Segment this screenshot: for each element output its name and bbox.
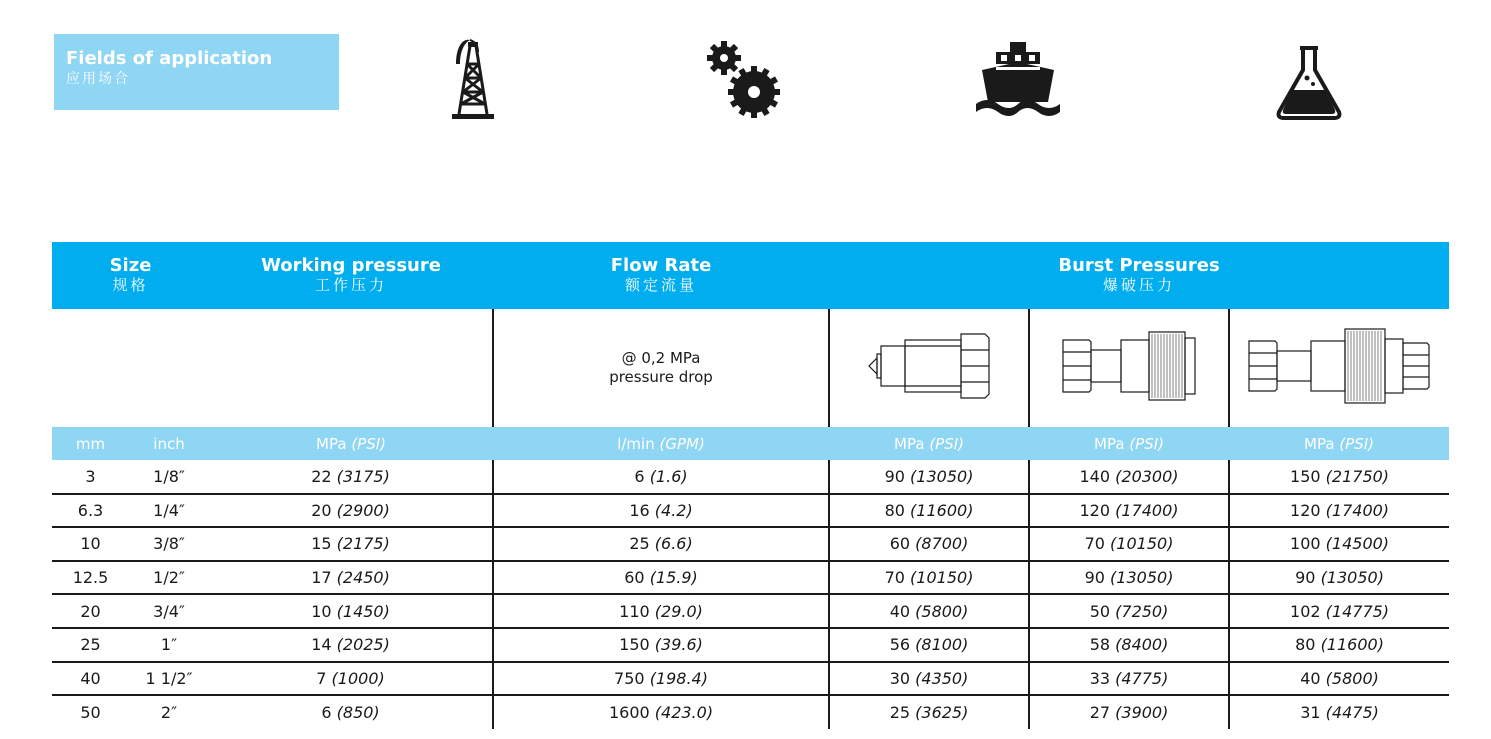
cell-mm-value: 10 — [80, 534, 101, 554]
cell-wp-value: 14 — [311, 635, 332, 655]
cell-inch-value: 3/8″ — [153, 534, 185, 554]
cell-wp-alt: (1450) — [336, 601, 390, 621]
cell-b3-value: 102 — [1290, 601, 1321, 621]
cell-b3-value: 90 — [1295, 568, 1316, 588]
cell-b2-alt: (20300) — [1115, 466, 1179, 486]
unit-burst1-main: MPa — [894, 434, 925, 453]
cell-mm-value: 50 — [80, 702, 101, 722]
header-size-en: Size — [109, 255, 152, 276]
cell-b3-value: 31 — [1300, 702, 1321, 722]
cell-mm — [52, 594, 129, 628]
cell-flow-alt: (1.6) — [649, 466, 688, 486]
cell-mm — [52, 695, 129, 729]
cell-flow — [493, 561, 829, 595]
table-row — [52, 460, 1449, 494]
cell-flow-value: 110 — [619, 601, 650, 621]
cell-b1 — [829, 561, 1029, 595]
cell-b3 — [1229, 494, 1449, 528]
table-row — [52, 662, 1449, 696]
cell-wp-value: 7 — [316, 668, 327, 688]
unit-burst3-alt: (PSI) — [1339, 434, 1375, 453]
cell-wp — [209, 527, 493, 561]
header-size — [52, 242, 209, 309]
cell-b3 — [1229, 527, 1449, 561]
cell-b3-value: 80 — [1295, 635, 1316, 655]
cell-b3 — [1229, 561, 1449, 595]
cell-b2-alt: (7250) — [1115, 601, 1169, 621]
cell-wp-value: 6 — [321, 702, 332, 722]
cell-b3-value: 120 — [1290, 500, 1321, 520]
cell-wp — [209, 594, 493, 628]
cell-wp — [209, 494, 493, 528]
flow-note-line2: pressure drop — [609, 368, 713, 386]
cell-b2-alt: (4775) — [1115, 668, 1169, 688]
cell-b3 — [1229, 662, 1449, 696]
cell-wp-alt: (850) — [336, 702, 380, 722]
table-row — [52, 527, 1449, 561]
cell-wp-value: 17 — [311, 568, 332, 588]
cell-b2-alt: (17400) — [1115, 500, 1179, 520]
cell-wp-alt: (2900) — [336, 500, 390, 520]
cell-b1 — [829, 695, 1029, 729]
cell-b3-value: 40 — [1300, 668, 1321, 688]
cell-wp-value: 10 — [311, 601, 332, 621]
cell-b2-value: 90 — [1084, 568, 1105, 588]
cell-inch-value: 1/4″ — [153, 500, 185, 520]
cell-b2 — [1029, 561, 1229, 595]
cell-b2-value: 140 — [1079, 466, 1111, 486]
unit-burst2 — [1029, 427, 1229, 460]
coupler-set-drawing — [1245, 323, 1435, 409]
cell-b2 — [1029, 594, 1229, 628]
cell-b3-value: 150 — [1290, 466, 1321, 486]
cell-mm-value: 6.3 — [77, 500, 104, 520]
cell-flow — [493, 594, 829, 628]
cell-wp-value: 20 — [311, 500, 332, 520]
cell-inch — [129, 594, 209, 628]
cell-mm — [52, 460, 129, 494]
cell-inch — [129, 494, 209, 528]
unit-working-main: MPa — [316, 434, 347, 453]
flow-note-line1: @ 0,2 MPa — [621, 349, 701, 367]
coupler-set-cell — [1229, 309, 1449, 427]
cell-flow-value: 750 — [614, 668, 645, 688]
cell-b1 — [829, 594, 1029, 628]
cell-wp — [209, 460, 493, 494]
unit-burst3 — [1229, 427, 1449, 460]
table-row — [52, 695, 1449, 729]
cell-flow-alt: (4.2) — [654, 500, 693, 520]
cell-wp-alt: (3175) — [336, 466, 390, 486]
table-row — [52, 628, 1449, 662]
cell-mm-value: 25 — [80, 635, 101, 655]
cell-b1-value: 40 — [889, 601, 911, 621]
cell-wp-value: 22 — [311, 466, 332, 486]
cell-b3-alt: (21750) — [1325, 466, 1390, 486]
header-flow-rate — [493, 242, 829, 309]
unit-burst2-main: MPa — [1094, 434, 1125, 453]
unit-burst3-main: MPa — [1304, 434, 1335, 453]
header-flow-en: Flow Rate — [610, 255, 712, 276]
gears-icon — [706, 40, 786, 120]
cell-b2 — [1029, 494, 1229, 528]
cell-b3 — [1229, 695, 1449, 729]
cell-inch — [129, 460, 209, 494]
cell-b1-alt: (8100) — [915, 635, 969, 655]
header-burst-en: Burst Pressures — [1058, 255, 1220, 276]
unit-flow — [493, 427, 829, 460]
cell-mm-value: 20 — [80, 601, 101, 621]
cell-b1-value: 56 — [889, 635, 911, 655]
cell-b3-alt: (13050) — [1320, 568, 1384, 588]
cell-flow — [493, 460, 829, 494]
fields-title: Fields of application — [66, 48, 273, 69]
unit-mm: mm — [75, 434, 106, 453]
cell-mm — [52, 561, 129, 595]
cell-flow-value: 150 — [619, 635, 650, 655]
cell-flow-value: 1600 — [608, 702, 650, 722]
unit-burst1 — [829, 427, 1029, 460]
table-body — [52, 460, 1449, 729]
cell-inch-value: 2″ — [160, 702, 178, 722]
cell-b1-alt: (10150) — [910, 568, 974, 588]
fields-subtitle: 应用场合 — [66, 71, 130, 87]
header-flow-cn: 额定流量 — [625, 276, 698, 294]
unit-working — [209, 427, 493, 460]
cell-b2-value: 58 — [1089, 635, 1111, 655]
ship-icon — [974, 40, 1062, 120]
cell-mm — [52, 662, 129, 696]
cell-b3 — [1229, 460, 1449, 494]
female-coupler-drawing — [1059, 326, 1199, 406]
flow-note-cell — [493, 309, 829, 427]
cell-inch-value: 1/2″ — [153, 568, 185, 588]
cell-b3-alt: (5800) — [1325, 668, 1379, 688]
cell-wp-value: 15 — [311, 534, 332, 554]
cell-flow-alt: (423.0) — [654, 702, 714, 722]
cell-b1-value: 70 — [884, 568, 905, 588]
table-header-row — [52, 242, 1449, 309]
cell-b2-value: 70 — [1084, 534, 1105, 554]
cell-b3-value: 100 — [1290, 534, 1321, 554]
cell-flow-alt: (29.0) — [654, 601, 703, 621]
cell-flow-value: 25 — [629, 534, 650, 554]
cell-inch — [129, 662, 209, 696]
cell-inch — [129, 695, 209, 729]
cell-flow-value: 16 — [629, 500, 650, 520]
cell-b1-alt: (5800) — [915, 601, 969, 621]
cell-inch-value: 1″ — [160, 635, 178, 655]
cell-wp — [209, 561, 493, 595]
cell-b1 — [829, 527, 1029, 561]
cell-mm-value: 3 — [85, 466, 96, 486]
cell-inch — [129, 527, 209, 561]
cell-flow-value: 6 — [634, 466, 645, 486]
specifications-table — [52, 242, 1449, 729]
cell-b2 — [1029, 460, 1229, 494]
cell-b3-alt: (4475) — [1325, 702, 1379, 722]
cell-wp — [209, 628, 493, 662]
cell-b3 — [1229, 628, 1449, 662]
cell-b1-value: 90 — [884, 466, 905, 486]
header-burst-pressures — [829, 242, 1449, 309]
oil-derrick-icon — [448, 34, 498, 122]
cell-mm-value: 12.5 — [72, 568, 109, 588]
cell-flow-value: 60 — [624, 568, 645, 588]
unit-burst1-alt: (PSI) — [929, 434, 965, 453]
cell-flow-alt: (6.6) — [654, 534, 693, 554]
cell-wp-alt: (2175) — [336, 534, 390, 554]
cell-wp — [209, 662, 493, 696]
cell-inch-value: 3/4″ — [153, 601, 185, 621]
units-row — [52, 427, 1449, 460]
cell-inch — [129, 628, 209, 662]
header-working-pressure — [209, 242, 493, 309]
cell-b3-alt: (11600) — [1320, 635, 1384, 655]
unit-flow-main: l/min — [617, 434, 655, 453]
cell-mm — [52, 628, 129, 662]
cell-wp — [209, 695, 493, 729]
cell-b3-alt: (14775) — [1325, 601, 1390, 621]
unit-working-alt: (PSI) — [351, 434, 387, 453]
unit-burst2-alt: (PSI) — [1129, 434, 1165, 453]
male-plug-cell — [829, 309, 1029, 427]
cell-b1-value: 25 — [889, 702, 911, 722]
cell-wp-alt: (2450) — [336, 568, 390, 588]
cell-b1-alt: (13050) — [910, 466, 974, 486]
cell-inch-value: 1/8″ — [153, 466, 185, 486]
cell-b2 — [1029, 662, 1229, 696]
cell-b3 — [1229, 594, 1449, 628]
cell-wp-alt: (1000) — [331, 668, 385, 688]
header-working-cn: 工作压力 — [315, 276, 388, 294]
cell-b1-alt: (11600) — [910, 500, 974, 520]
cell-mm — [52, 527, 129, 561]
cell-b3-alt: (17400) — [1325, 500, 1390, 520]
cell-b2 — [1029, 527, 1229, 561]
cell-b1 — [829, 494, 1029, 528]
cell-b1 — [829, 460, 1029, 494]
flask-icon — [1274, 44, 1344, 122]
cell-inch — [129, 561, 209, 595]
table-row — [52, 494, 1449, 528]
cell-flow-alt: (15.9) — [649, 568, 698, 588]
header-burst-cn: 爆破压力 — [1103, 276, 1176, 294]
header-working-en: Working pressure — [261, 255, 441, 276]
cell-b2-alt: (8400) — [1115, 635, 1169, 655]
table-row — [52, 594, 1449, 628]
cell-b2-value: 33 — [1089, 668, 1111, 688]
cell-b2 — [1029, 695, 1229, 729]
cell-b1-alt: (4350) — [915, 668, 969, 688]
cell-wp-alt: (2025) — [336, 635, 390, 655]
cell-b2-alt: (13050) — [1110, 568, 1174, 588]
coupling-image-row — [52, 309, 1449, 427]
cell-flow-alt: (39.6) — [654, 635, 703, 655]
cell-flow — [493, 662, 829, 696]
cell-b2 — [1029, 628, 1229, 662]
cell-b2-value: 120 — [1079, 500, 1111, 520]
cell-flow — [493, 527, 829, 561]
unit-flow-alt: (GPM) — [659, 434, 705, 453]
cell-flow-alt: (198.4) — [649, 668, 708, 688]
table-row — [52, 561, 1449, 595]
cell-b1-value: 80 — [884, 500, 905, 520]
cell-inch-value: 1 1/2″ — [145, 668, 193, 688]
cell-b1-value: 30 — [889, 668, 911, 688]
cell-flow — [493, 628, 829, 662]
cell-b1 — [829, 628, 1029, 662]
cell-b2-value: 50 — [1089, 601, 1111, 621]
cell-flow — [493, 695, 829, 729]
cell-mm — [52, 494, 129, 528]
male-plug-drawing — [865, 328, 993, 404]
cell-b1 — [829, 662, 1029, 696]
cell-mm-value: 40 — [80, 668, 101, 688]
unit-inch: inch — [153, 434, 185, 453]
cell-b2-alt: (10150) — [1110, 534, 1174, 554]
cell-b2-value: 27 — [1089, 702, 1111, 722]
cell-b1-value: 60 — [889, 534, 911, 554]
female-coupler-cell — [1029, 309, 1229, 427]
cell-b1-alt: (3625) — [915, 702, 969, 722]
cell-flow — [493, 494, 829, 528]
fields-of-application-box — [54, 34, 339, 110]
cell-b2-alt: (3900) — [1115, 702, 1169, 722]
cell-b3-alt: (14500) — [1325, 534, 1390, 554]
header-size-cn: 规格 — [112, 276, 149, 294]
cell-b1-alt: (8700) — [915, 534, 969, 554]
